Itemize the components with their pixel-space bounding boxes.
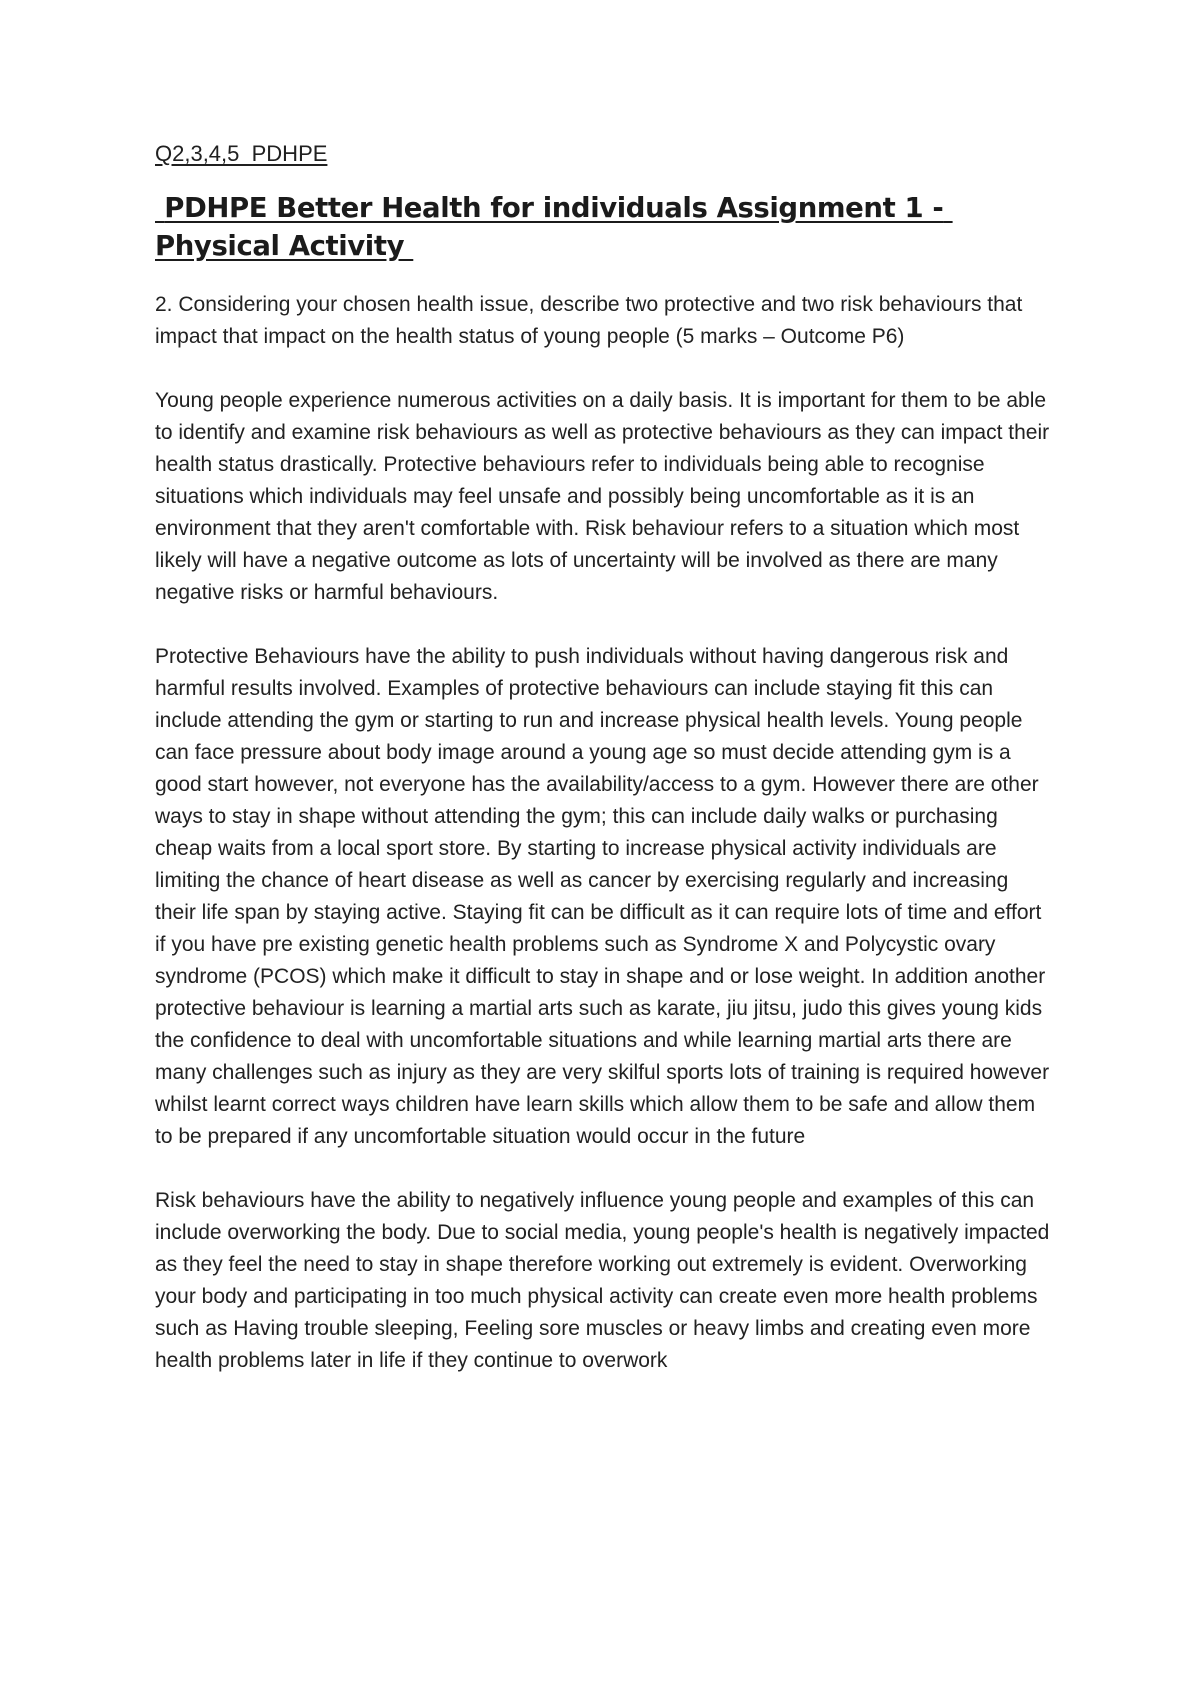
assignment-title: PDHPE Better Health for individuals Assignment 1 - Physical Activity [155,192,953,262]
paragraph-intro: Young people experience numerous activities on a daily basis. It is important for them to be able to identify and examine risk behaviours as well as protective behaviours as they can impact their health status drastically. Protective behaviours refer to individuals being able to recognise situations which individuals may feel unsafe and possibly being uncomfortable as it is an environment that they aren't comfortable with. Risk behaviour refers to a situation which most likely will have a negative outcome as lots of uncertainty will be involved as there are many negative risks or harmful behaviours. [155,389,1050,604]
question-text: 2. Considering your chosen health issue, describe two protective and two risk behaviours that impact that impact on the health status of young people (5 marks – Outcome P6) [155,293,1023,348]
paragraph-protective-behaviours: Protective Behaviours have the ability to push individuals without having dangerous risk and harmful results involved. Examples of protective behaviours can include staying fit this can include attending the gym or starting to run and increase physical health levels. Young people can face pressure about body image around a young age so must decide attending gym is a good start however, not everyone has the availability/access to a gym. However there are other ways to stay in shape without attending the gym; this can include daily walks or purchasing cheap waits from a local sport store. By starting to increase physical activity individuals are limiting the chance of heart disease as well as cancer by exercising regularly and increasing their life span by staying active. Staying fit can be difficult as it can require lots of time and effort if you have pre existing genetic health problems such as Syndrome X and Polycystic ovary syndrome (PCOS) which make it difficult to stay in shape and or lose weight. In addition another protective behaviour is learning a martial arts such as karate, jiu jitsu, judo this gives young kids the confidence to deal with uncomfortable situations and while learning martial arts there are many challenges such as injury as they are very skilful sports lots of training is required however whilst learnt correct ways children have learn skills which allow them to be safe and allow them to be prepared if any uncomfortable situation would occur in the future [155,645,1050,1148]
document-body [155,138,1055,1409]
paragraph-risk-behaviours: Risk behaviours have the ability to negatively influence young people and examples of this can include overworking the body. Due to social media, young people's health is negatively impacted as they feel the need to stay in shape therefore working out extremely is evident. Overworking your body and participating in too much physical activity can create even more health problems such as Having trouble sleeping, Feeling sore muscles or heavy limbs and creating even more health problems later in life if they continue to overwork [155,1189,1050,1372]
subject-line: Q2,3,4,5 PDHPE [155,141,328,166]
